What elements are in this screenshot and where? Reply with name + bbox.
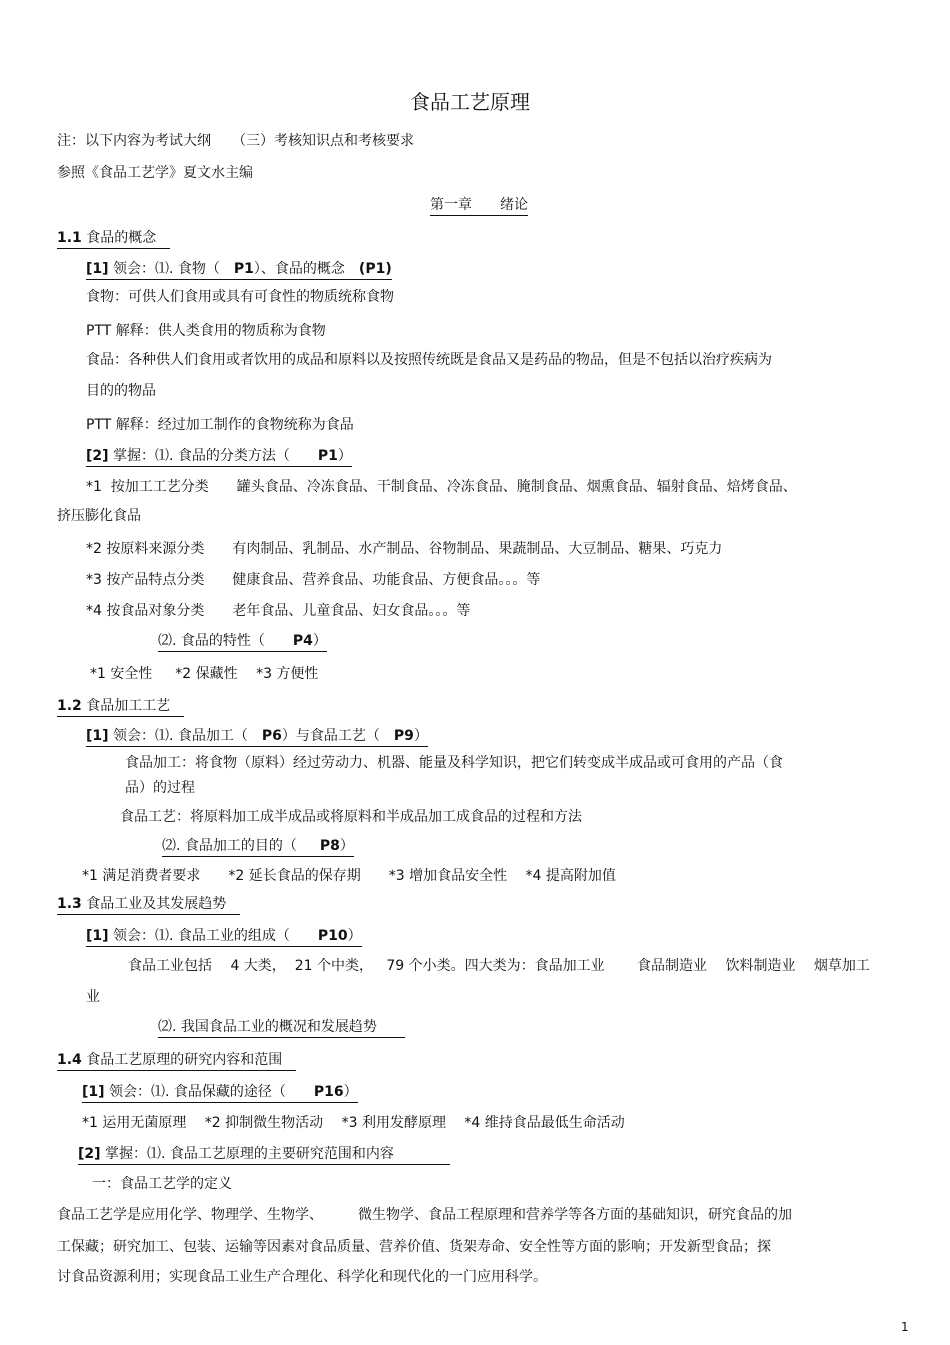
definition-line1: 食品工艺学是应用化学、物理学、生物学、 微生物学、食品工程原理和营养学等各方面的基础知识，研究食品的加 bbox=[57, 1207, 792, 1223]
page-title: 食品工艺原理 bbox=[410, 90, 530, 114]
section-number: 1.2 bbox=[57, 698, 82, 714]
item-text: ⑵. 食品加工的目的（ bbox=[162, 838, 320, 854]
shipin-definition-line2: 目的的物品 bbox=[86, 383, 156, 399]
food-definition: 食物：可供人们食用或具有可食性的物质统称食物 bbox=[86, 289, 394, 305]
section-title: 食品的概念 bbox=[81, 230, 171, 246]
page-ref: P4 bbox=[292, 633, 313, 649]
page-ref: P10 bbox=[317, 928, 348, 944]
item-tag: [1] bbox=[86, 928, 109, 944]
item-tag: [1] bbox=[86, 728, 109, 744]
item-text: ） bbox=[343, 1084, 358, 1100]
item-text: ）、食品的概念 bbox=[253, 261, 359, 277]
item-text: ） bbox=[339, 838, 354, 854]
item-text: ）与食品工艺（ bbox=[281, 728, 394, 744]
outline-item-1-1-2 bbox=[86, 447, 352, 467]
classification-2: *2 按原料来源分类 有肉制品、乳制品、水产制品、谷物制品、果蔬制品、大豆制品、糖果、巧克力 bbox=[86, 541, 723, 557]
section-heading-1-4 bbox=[57, 1051, 296, 1071]
item-tag: [1] bbox=[82, 1084, 105, 1100]
definition-heading: 一：食品工艺学的定义 bbox=[92, 1176, 232, 1192]
item-tag: [2] bbox=[86, 448, 109, 464]
section-heading-1-2 bbox=[57, 697, 184, 717]
preservation-ways: *1 运用无菌原理 *2 抑制微生物活动 *3 利用发酵原理 *4 维持食品最低生命活动 bbox=[82, 1115, 625, 1131]
item-text: ） bbox=[347, 928, 362, 944]
outline-item-1-2-1 bbox=[86, 727, 428, 747]
industry-composition-line1: 食品工业包括 4 大类， 21 个中类， 79 个小类。四大类为：食品加工业 食品制造业 饮料制造业 烟草加工 bbox=[128, 958, 870, 974]
item-text: 领会：⑴. 食品保藏的途径（ bbox=[104, 1084, 314, 1100]
item-text: 领会：⑴. 食品工业的组成（ bbox=[108, 928, 318, 944]
reference-line: 参照《食品工艺学》夏文水主编 bbox=[57, 165, 253, 181]
section-title: 食品加工工艺 bbox=[81, 698, 185, 714]
classification-4: *4 按食品对象分类 老年食品、儿童食品、妇女食品。。。等 bbox=[86, 603, 471, 619]
page-ref: P16 bbox=[313, 1084, 344, 1100]
item-text: 掌握：⑴. 食品工艺原理的主要研究范围和内容 bbox=[100, 1146, 450, 1162]
shipin-definition-line1: 食品：各种供人们食用或者饮用的成品和原料以及按照传统既是食品又是药品的物品，但是不包括以治疗疾病为 bbox=[86, 352, 772, 368]
industry-composition-line2: 业 bbox=[86, 989, 100, 1005]
page-number: 1 bbox=[901, 1320, 909, 1334]
item-text: 领会：⑴. 食物（ bbox=[108, 261, 234, 277]
item-text: ） bbox=[337, 448, 352, 464]
technology-definition: 食品工艺：将原料加工成半成品或将原料和半成品加工成食品的过程和方法 bbox=[120, 809, 582, 825]
food-traits: *1 安全性 *2 保藏性 *3 方便性 bbox=[90, 666, 319, 682]
classification-3: *3 按产品特点分类 健康食品、营养食品、功能食品、方便食品。。。等 bbox=[86, 572, 541, 588]
outline-item-1-4-1 bbox=[82, 1083, 358, 1103]
outline-item-1-4-2 bbox=[78, 1145, 450, 1165]
section-title: 食品工艺原理的研究内容和范围 bbox=[81, 1052, 297, 1068]
page-ref: P9 bbox=[393, 728, 414, 744]
item-text: ⑵. 食品的特性（ bbox=[158, 633, 293, 649]
item-text: 领会：⑴. 食品加工（ bbox=[108, 728, 262, 744]
classification-1-line1: *1 按加工工艺分类 罐头食品、冷冻食品、干制食品、冷冻食品、腌制食品、烟熏食品、辐射食品、焙烤食品、 bbox=[86, 479, 797, 495]
definition-line3: 讨食品资源利用；实现食品工业生产合理化、科学化和现代化的一门应用科学。 bbox=[57, 1269, 547, 1285]
item-text: ） bbox=[413, 728, 428, 744]
page-ref: P1 bbox=[233, 261, 254, 277]
note-line: 注：以下内容为考试大纲 （三）考核知识点和考核要求 bbox=[57, 133, 414, 149]
definition-line2: 工保藏；研究加工、包装、运输等因素对食品质量、营养价值、货架寿命、安全性等方面的影响；开发新型食品；探 bbox=[57, 1239, 771, 1255]
section-number: 1.3 bbox=[57, 896, 82, 912]
classification-1-line2: 挤压膨化食品 bbox=[57, 508, 141, 524]
ptt-explanation-shipin: PTT 解释：经过加工制作的食物统称为食品 bbox=[86, 417, 354, 433]
section-title: 食品工业及其发展趋势 bbox=[81, 896, 241, 912]
processing-purposes: *1 满足消费者要求 *2 延长食品的保存期 *3 增加食品安全性 *4 提高附加值 bbox=[82, 868, 616, 884]
chapter-heading: 第一章 绪论 bbox=[430, 196, 528, 216]
page-ref: P1 bbox=[317, 448, 338, 464]
processing-definition-line1: 食品加工：将食物（原料）经过劳动力、机器、能量及科学知识，把它们转变成半成品或可食用的产品（食 bbox=[125, 755, 783, 771]
section-number: 1.1 bbox=[57, 230, 82, 246]
outline-item-1-1-1 bbox=[86, 260, 392, 280]
item-text: 掌握：⑴. 食品的分类方法（ bbox=[108, 448, 318, 464]
item-tag: [1] bbox=[86, 261, 109, 277]
section-heading-1-3 bbox=[57, 895, 240, 915]
ptt-explanation-food: PTT 解释：供人类食用的物质称为食物 bbox=[86, 323, 326, 339]
page-ref: P6 bbox=[261, 728, 282, 744]
processing-definition-line2: 品）的过程 bbox=[125, 780, 195, 796]
section-number: 1.4 bbox=[57, 1052, 82, 1068]
outline-item-1-1-3 bbox=[158, 632, 327, 652]
page-ref: P8 bbox=[319, 838, 340, 854]
outline-item-1-3-2: ⑵. 我国食品工业的概况和发展趋势 bbox=[158, 1018, 405, 1038]
item-tag: [2] bbox=[78, 1146, 101, 1162]
outline-item-1-3-1 bbox=[86, 927, 362, 947]
outline-item-1-2-2 bbox=[162, 837, 354, 857]
section-heading-1-1 bbox=[57, 229, 170, 249]
page-ref: (P1) bbox=[358, 261, 392, 277]
item-text: ） bbox=[312, 633, 327, 649]
